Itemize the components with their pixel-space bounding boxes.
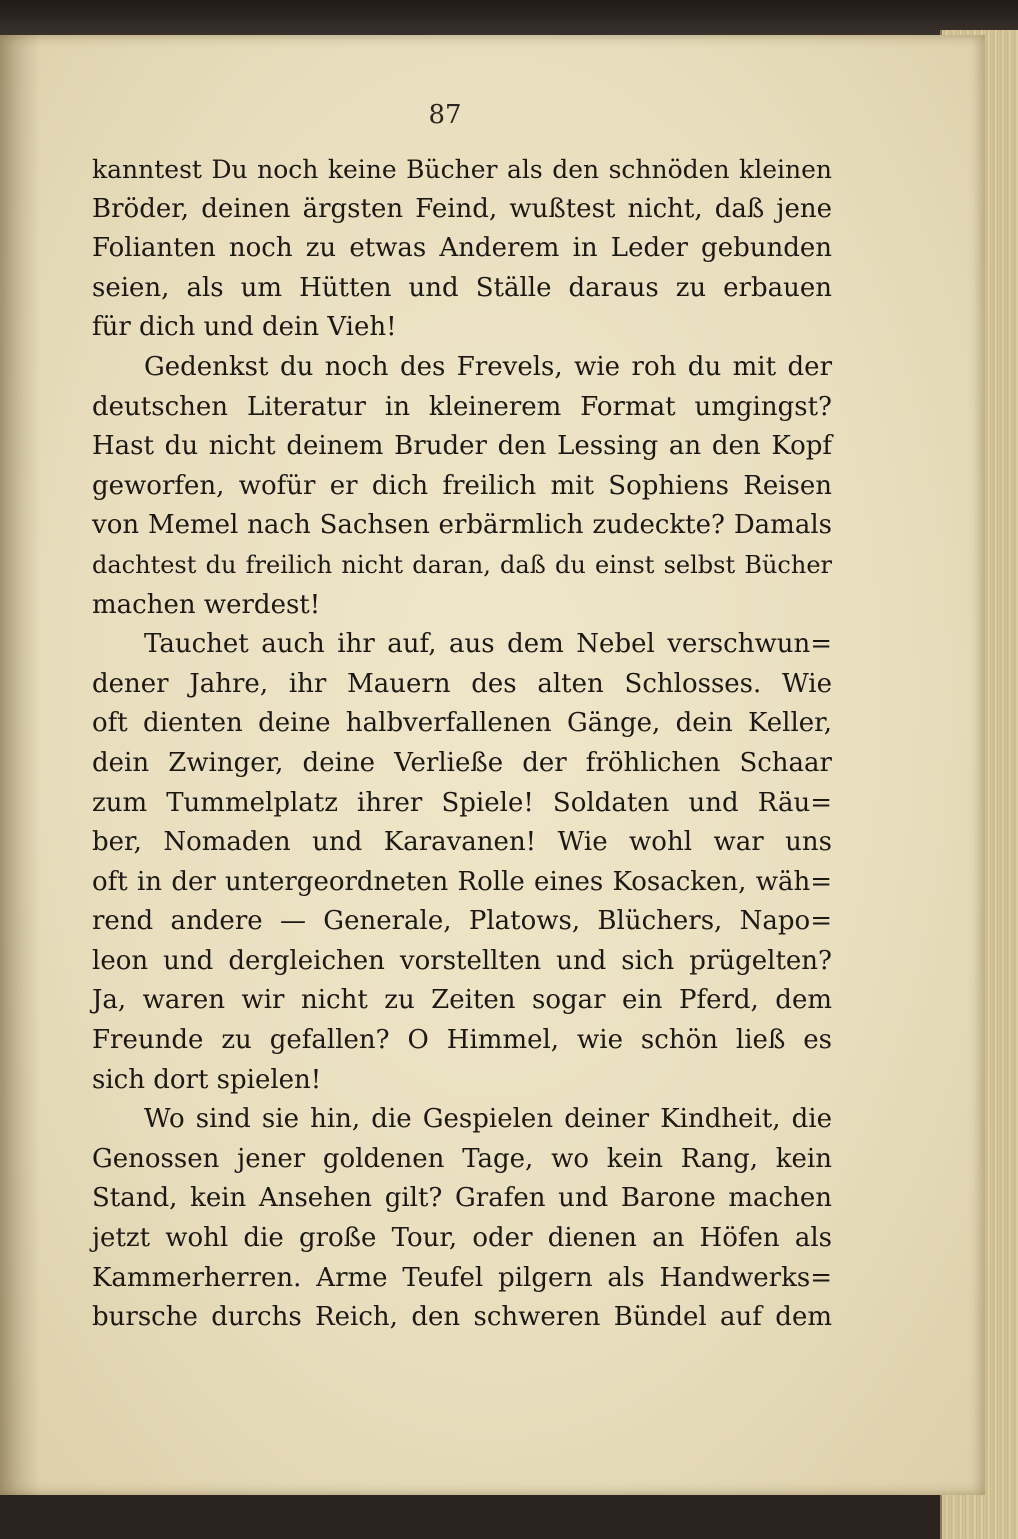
text-line: Ja, waren wir nicht zu Zeiten sogar ein Pferd, dem [92,985,832,1016]
text-line: machen werdest! [92,589,321,620]
text-line: deutschen Literatur in kleinerem Format umgingst? [92,391,832,422]
binding-shadow [0,35,40,1495]
text-line: leon und dergleichen vorstellten und sich prügelten? [92,945,832,976]
text-line: für dich und dein Vieh! [92,312,397,343]
text-line: jetzt wohl die große Tour, oder dienen an Höfen als [92,1223,832,1254]
page-number: 87 [428,100,462,130]
text-line: Hast du nicht deinem Bruder den Lessing an den Kopf [92,431,832,462]
text-line: seien, als um Hütten und Ställe daraus zu erbauen [92,272,832,303]
text-line: bursche durchs Reich, den schweren Bündel auf dem [92,1302,832,1333]
text-line: Gedenkst du noch des Frevels, wie roh du mit der [144,351,832,382]
text-line: Bröder, deinen ärgsten Feind, wußtest nicht, daß jene [92,193,832,224]
text-line: Folianten noch zu etwas Anderem in Leder gebunden [92,233,832,264]
text-line: Freunde zu gefallen? O Himmel, wie schön ließ es [92,1025,832,1056]
text-line: oft dienten deine halbverfallenen Gänge, dein Keller, [92,708,832,739]
body-text [92,150,832,1338]
text-line: dein Zwinger, deine Verließe der fröhlichen Schaar [92,747,832,778]
text-line: sich dort spielen! [92,1064,322,1095]
text-line: Kammerherren. Arme Teufel pilgern als Handwerks= [92,1262,832,1293]
text-line: Stand, kein Ansehen gilt? Grafen und Barone machen [92,1183,832,1214]
text-line: ber, Nomaden und Karavanen! Wie wohl war uns [92,827,832,858]
text-line: Tauchet auch ihr auf, aus dem Nebel verschwun= [144,629,832,660]
text-line: geworfen, wofür er dich freilich mit Sophiens Reisen [92,470,832,501]
text-line: oft in der untergeordneten Rolle eines Kosacken, wäh= [92,866,832,897]
text-line: kanntest Du noch keine Bücher als den schnöden kleinen [92,155,832,184]
text-line: rend andere — Generale, Platows, Blüchers, Napo= [92,906,832,937]
text-line: Genossen jener goldenen Tage, wo kein Rang, kein [92,1143,832,1174]
text-line: zum Tummelplatz ihrer Spiele! Soldaten und Räu= [92,787,832,818]
text-line: dener Jahre, ihr Mauern des alten Schlosses. Wie [92,668,832,699]
text-line: dachtest du freilich nicht daran, daß du einst selbst Bücher [92,550,832,579]
text-line: Wo sind sie hin, die Gespielen deiner Kindheit, die [144,1104,832,1135]
text-line: von Memel nach Sachsen erbärmlich zudeckte? Damals [92,510,832,541]
